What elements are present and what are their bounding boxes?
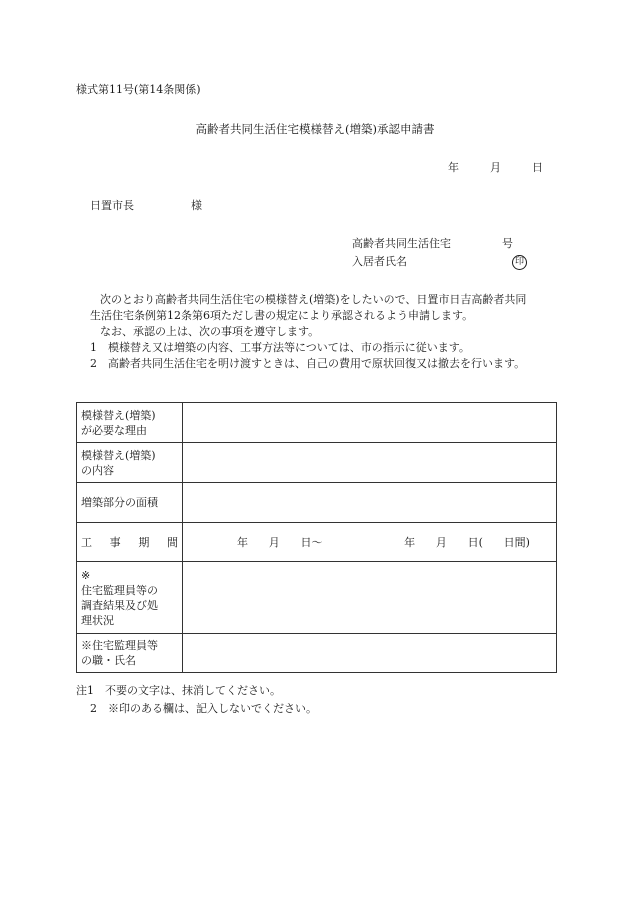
period-char-2: 事 xyxy=(109,535,121,549)
body-paragraph2: なお、承認の上は、次の事項を遵守します。 xyxy=(100,325,320,338)
inspector-label-line1: ※住宅監理員等 xyxy=(81,639,158,652)
inspector-label xyxy=(77,634,183,673)
applicant-housing-row xyxy=(352,235,527,253)
body-item2: 2 高齢者共同生活住宅を明け渡すときは、自己の費用で原状回復又は撤去を行います。 xyxy=(90,357,526,370)
period-end-days: 日間) xyxy=(503,536,530,549)
period-char-3: 期 xyxy=(138,535,150,549)
notes xyxy=(76,682,317,718)
applicant-housing-suffix: 号 xyxy=(502,237,513,250)
applicant-resident-row xyxy=(352,253,527,271)
reason-label xyxy=(77,403,183,443)
date-month: 月 xyxy=(490,161,501,174)
form-number: 様式第11号(第14条関係) xyxy=(76,83,201,96)
period-char-4: 間 xyxy=(166,535,178,549)
period-end-day: 日( xyxy=(467,536,483,549)
table-row-area xyxy=(77,483,557,523)
area-value[interactable] xyxy=(183,483,557,523)
applicant-resident-label: 入居者氏名 xyxy=(352,255,407,268)
period-end-year: 年 xyxy=(404,536,416,549)
addressee-name: 日置市長 xyxy=(90,199,134,212)
table-row-period xyxy=(77,523,557,562)
reason-label-line1: 模様替え(増築) xyxy=(81,408,156,422)
seal-icon: 印 xyxy=(512,255,527,270)
content-label-line1: 模様替え(増築) xyxy=(81,448,156,462)
content-value[interactable] xyxy=(183,443,557,483)
applicant-housing-label: 高齢者共同生活住宅 xyxy=(352,237,451,250)
period-value[interactable] xyxy=(183,523,557,562)
reason-value[interactable] xyxy=(183,403,557,443)
note-2: 2 ※印のある欄は、記入しないでください。 xyxy=(90,702,317,715)
area-label: 増築部分の面積 xyxy=(77,483,183,523)
table-row-inspector xyxy=(77,634,557,673)
inspector-value[interactable] xyxy=(183,634,557,673)
content-label xyxy=(77,443,183,483)
document-title: 高齢者共同生活住宅模様替え(増築)承認申請書 xyxy=(195,122,435,136)
table-row-inspection xyxy=(77,562,557,634)
period-start-day: 日～ xyxy=(300,536,323,549)
inspection-label-line2: 調査結果及び処 xyxy=(81,598,158,612)
inspection-label-line1: 住宅監理員等の xyxy=(81,583,158,597)
date-year: 年 xyxy=(448,161,459,174)
body-paragraph1-line1: 次のとおり高齢者共同生活住宅の模様替え(増築)をしたいので、日置市日吉高齢者共同 xyxy=(100,293,527,306)
period-start-year: 年 xyxy=(237,536,248,549)
body-text xyxy=(76,292,566,372)
addressee-honorific: 様 xyxy=(191,199,202,212)
inspection-label-line3: 理状況 xyxy=(81,613,114,627)
content-label-line2: の内容 xyxy=(81,463,114,477)
inspection-label xyxy=(77,562,183,634)
table-row-reason xyxy=(77,403,557,443)
date-day: 日 xyxy=(532,161,543,174)
period-label xyxy=(77,523,183,562)
period-end-month: 月 xyxy=(435,536,447,549)
period-char-1: 工 xyxy=(81,535,92,549)
note-1: 注1 不要の文字は、抹消してください。 xyxy=(76,684,281,697)
inspection-value[interactable] xyxy=(183,562,557,634)
body-paragraph1-line2: 生活住宅条例第12条第6項ただし書の規定により承認されるよう申請します。 xyxy=(90,309,474,322)
applicant-block xyxy=(352,235,527,271)
inspector-label-line2: の職・氏名 xyxy=(81,654,136,667)
period-start-month: 月 xyxy=(268,536,280,549)
date-line xyxy=(448,161,543,175)
reason-label-line2: が必要な理由 xyxy=(81,423,147,437)
body-item1: 1 模様替え又は増築の内容、工事方法等については、市の指示に従います。 xyxy=(90,341,470,354)
table-row-content xyxy=(77,443,557,483)
inspection-mark: ※ xyxy=(81,568,91,582)
addressee xyxy=(90,199,202,213)
application-table xyxy=(76,402,557,673)
